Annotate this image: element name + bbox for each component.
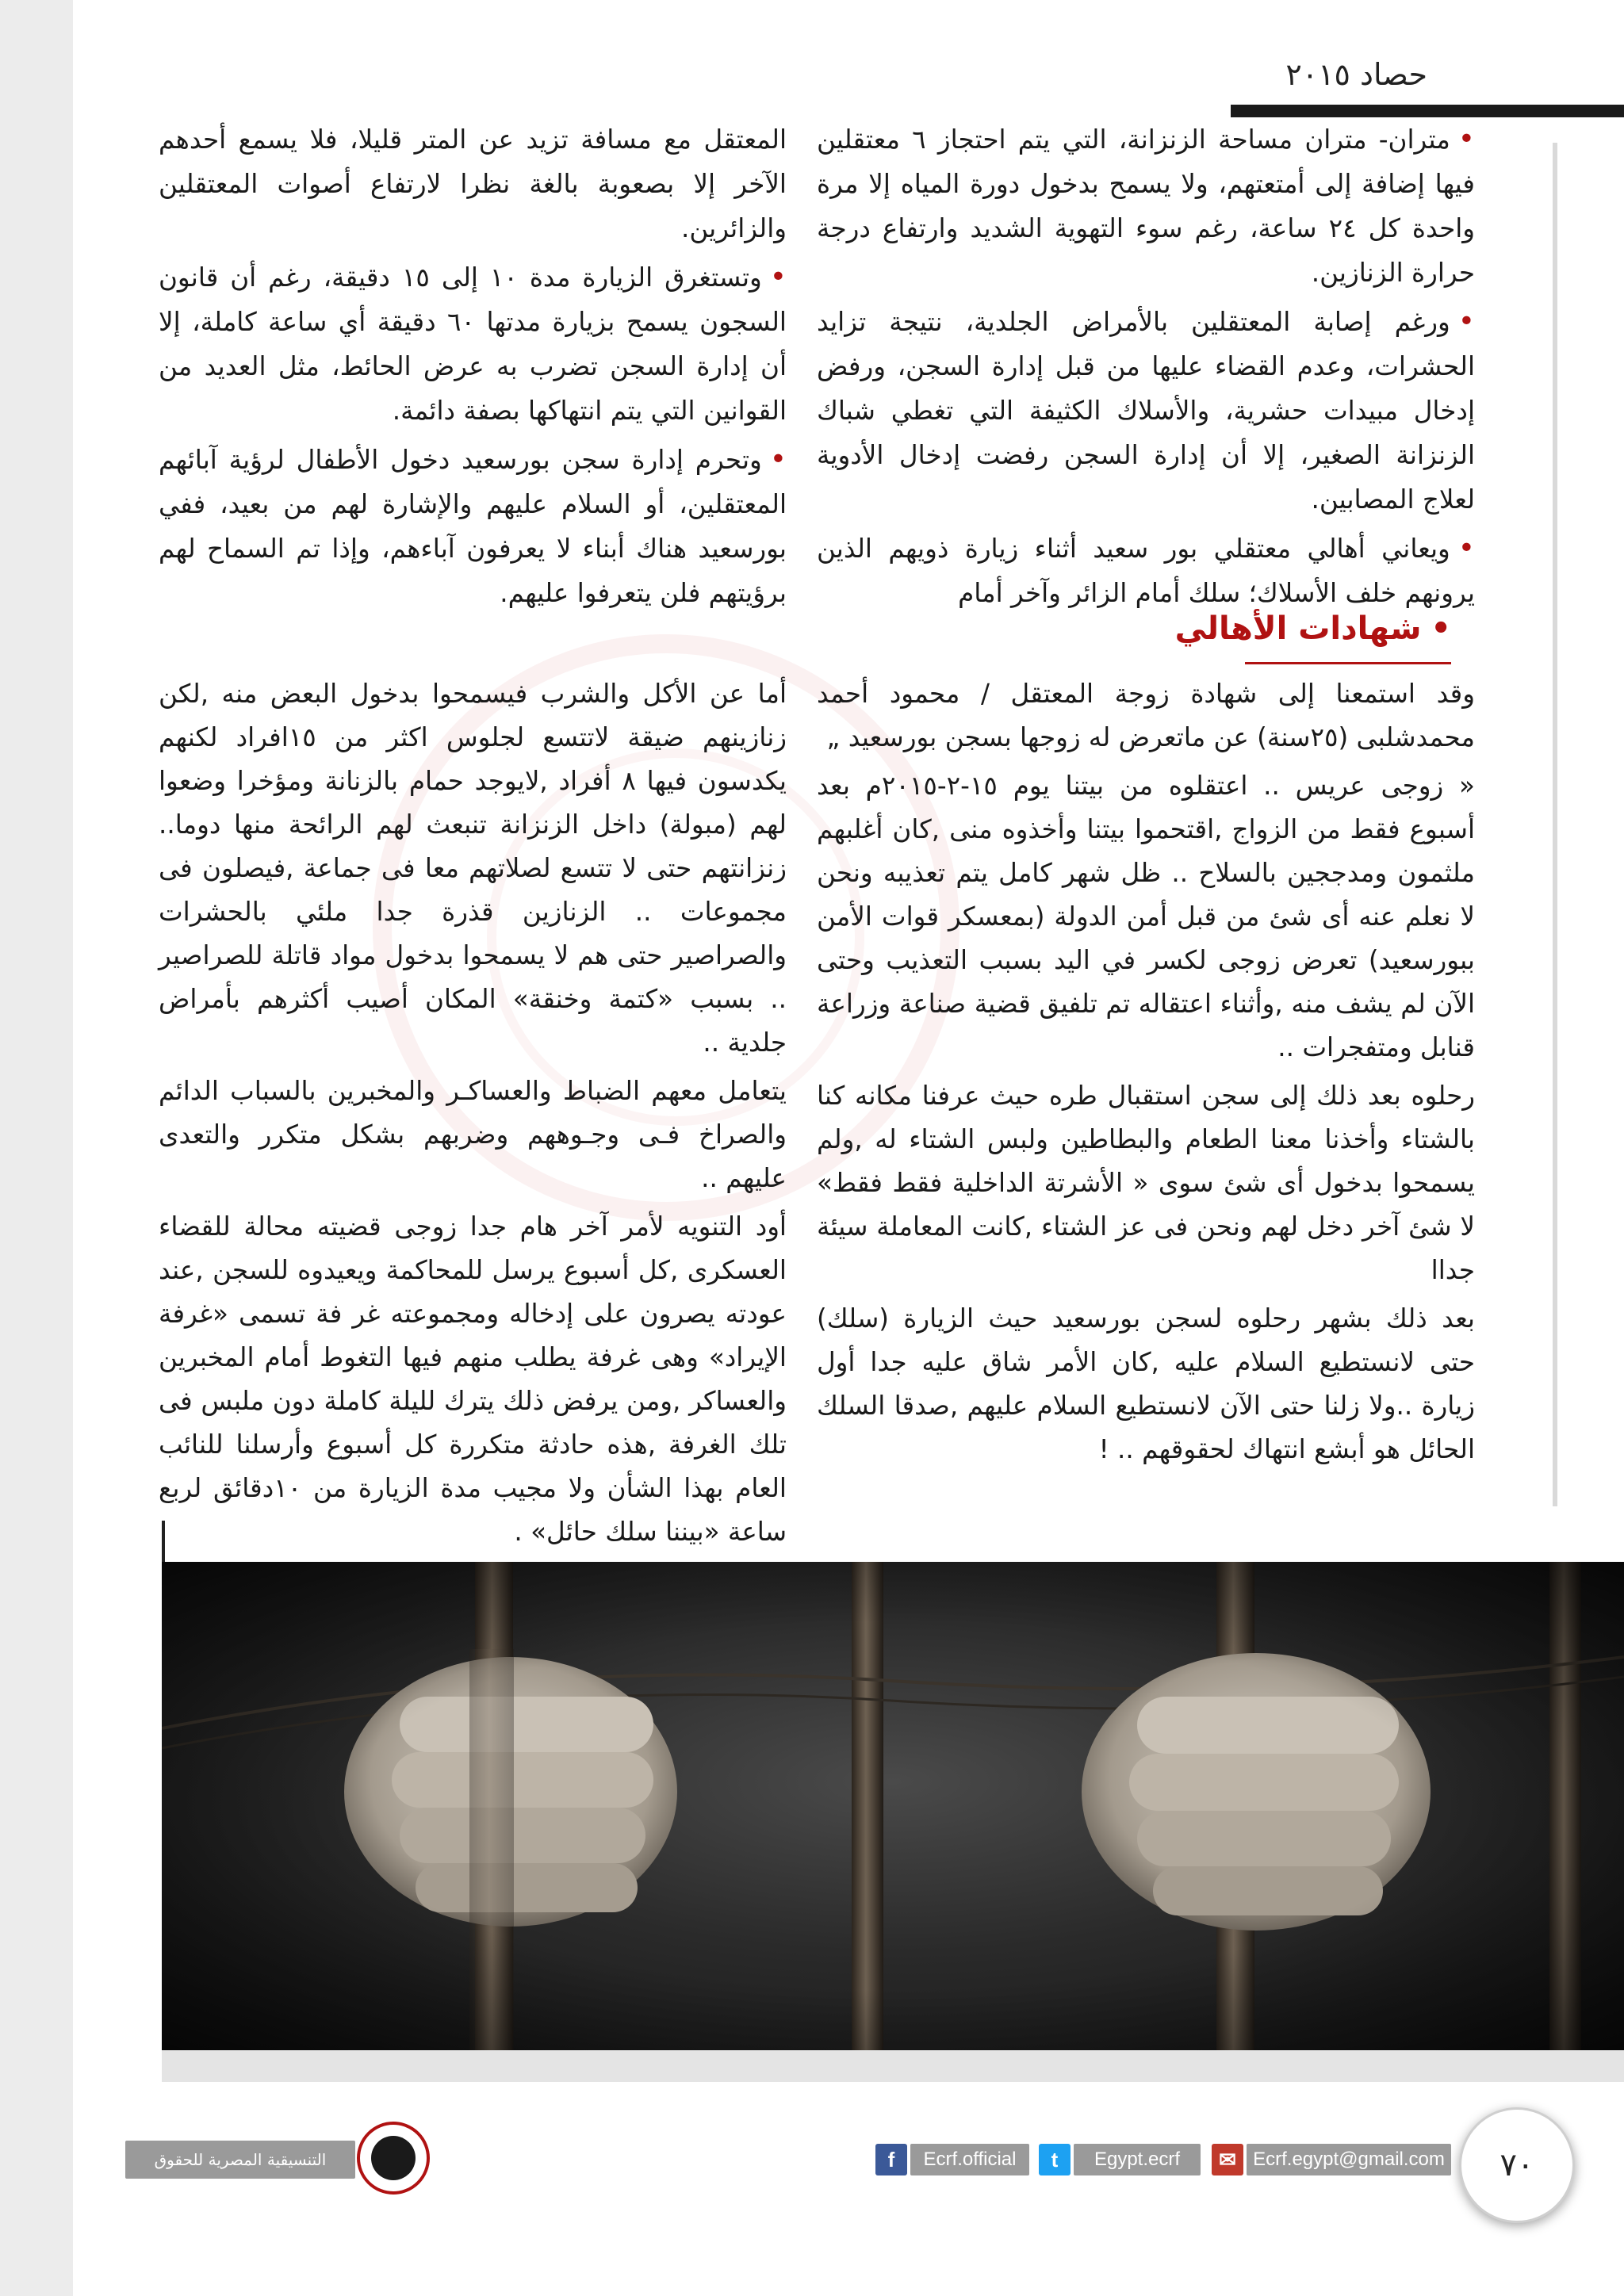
- page-number: ٧٠: [1459, 2107, 1575, 2223]
- left-margin-band: [0, 0, 73, 2296]
- left-column-bottom: [159, 672, 787, 1559]
- twitter-link[interactable]: Egypt.ecrf: [1074, 2144, 1201, 2175]
- page-header-title: حصاد ٢٠١٥: [1285, 57, 1427, 92]
- photo-frame-line: [162, 1521, 165, 1565]
- paragraph: بعد ذلك بشهر رحلوه لسجن بورسعيد حيث الزيارة (سلك) حتى لانستطيع السلام عليه ,كان الأمر شاق عليه جدا أول زيارة ..ولا زلنا حتى الآن لانستطيع السلام عليهم ,صدقا السلك الحائل هو أبشع انتهاك لحقوقهم .. !: [817, 1303, 1475, 1464]
- right-column-bottom: [817, 672, 1475, 1476]
- paragraph: • ورغم إصابة المعتقلين بالأمراض الجلدية، نتيجة تزايد الحشرات، وعدم القضاء عليها من قبل إدارة السجن، ورفض إدخال مبيدات حشرية، والأسلاك الكثيفة التي تغطي شباك الزنزانة الصغير، إلا أن إدارة السجن رفضت إدخال الأدوية لعلاج المصابين.: [817, 300, 1475, 522]
- paragraph: المعتقل مع مسافة تزيد عن المتر قليلا، فلا يسمع أحدهم الآخر إلا بصعوبة بالغة نظرا لارتفاع أصوات المعتقلين والزائرين.: [159, 124, 787, 243]
- bullet-icon: •: [1431, 610, 1451, 647]
- paragraph: « زوجى عريس .. اعتقلوه من بيتنا يوم ١٥-٢-٢٠١٥م بعد أسبوع فقط من الزواج ,اقتحموا بيتنا وأخذوه منى ,كان أغلبهم ملثمون ومدججين بالسلاح .. ظل شهر كامل يتم تعذيبه ونحن لا نعلم عنه أى شئ من قبل أمن الدولة (بمعسكر قوات الأمن ببورسعيد) تعرض زوجى لكسر في اليد بسبب التعذيب وحتى الآن لم يشف منه ,وأثناء اعتقاله تم تلفيق قضية صناعة وزراعة قنابل ومتفجرات ..: [817, 771, 1475, 1062]
- paragraph: يتعامل معهم الضباط والعساكـر والمخبرين بالسباب الدائم والصراخ فـى وجـوههم وضربهم بشكل متكرر والتعدى عليهم ..: [159, 1076, 787, 1193]
- paragraph: • وتستغرق الزيارة مدة ١٠ إلى ١٥ دقيقة، رغم أن قانون السجون يسمح بزيارة مدتها ٦٠ دقيقة أي ساعة كاملة، إلا أن إدارة السجن تضرب به عرض الحائط، مثل العديد من القوانين التي يتم انتهاكها بصفة دائمة.: [159, 255, 787, 433]
- prison-bars-illustration: [162, 1562, 1624, 2050]
- email-link[interactable]: Ecrf.egypt@gmail.com: [1247, 2144, 1451, 2175]
- twitter-icon[interactable]: t: [1039, 2144, 1071, 2175]
- facebook-link[interactable]: Ecrf.official: [910, 2144, 1029, 2175]
- facebook-icon[interactable]: f: [875, 2144, 907, 2175]
- left-column-top: [159, 117, 787, 620]
- email-icon[interactable]: ✉: [1212, 2144, 1243, 2175]
- paragraph: رحلوه بعد ذلك إلى سجن استقبال طره حيث عرفنا مكانه كنا بالشتاء وأخذنا معنا الطعام والبطاطين ولبس الشتاء له ,ولم يسمحوا بدخول أى شئ سوى « الأشرتة الداخلية فقط فقط» لا شئ آخر دخل لهم ونحن فى عز الشتاء ,كانت المعاملة سيئة جداا: [817, 1081, 1475, 1285]
- header-bar: [1231, 105, 1624, 117]
- paragraph: أما عن الأكل والشرب فيسمحوا بدخول البعض منه ,لكن زنازينهم ضيقة لاتتسع لجلوس اكثر من ١٥افراد لكنهم يكدسون فيها ٨ أفراد ,لايوجد حمام بالزنانة ومؤخرا وضعوا لهم (مبولة) داخل الزنزانة تنبعث لهم الرائحة منها دوما.. زنزانتهم حتى لا تتسع لصلاتهم معا فى جماعة ,فيصلون فى مجموعات .. الزنازين قذرة جدا ملئي بالحشرات والصراصير حتى هم لا يسمحوا بدخول مواد قاتلة للصراصير .. بسبب «كتمة وخنقة» المكان أصيب أكثرهم بأمراض جلدية ..: [159, 679, 787, 1058]
- paragraph: أود التنويه لأمر آخر هام جدا زوجى قضيته محالة للقضاء العسكرى ,كل أسبوع يرسل للمحاكمة ويعيدوه للسجن ,عند عودته يصرون على إدخاله ومجموعته غر فة تسمى «غرفة الإيراد» وهى غرفة يطلب منهم فيها التغوط أمام المخبرين والعساكر ,ومن يرفض ذلك يترك لليلة كاملة دون ملبس فى تلك الغرفة ,هذه حادثة متكررة كل أسبوع وأرسلنا للنائب العام بهذا الشأن ولا مجيب مدة الزيارة من ١٠دقائق لربع ساعة «بيننا سلك حائل» .: [159, 1211, 787, 1547]
- organization-name: التنسيقية المصرية للحقوق والحريات: [125, 2141, 355, 2179]
- photo-shadow: [162, 2050, 1624, 2082]
- section-heading: [1118, 610, 1451, 658]
- paragraph: • متران- متران مساحة الزنزانة، التي يتم احتجاز ٦ معتقلين فيها إضافة إلى أمتعتهم، ولا يسمح بدخول دورة المياه إلا مرة واحدة كل ٢٤ ساعة، رغم سوء التهوية الشديد وارتفاع درجة حرارة الزنازين.: [817, 117, 1475, 295]
- paragraph: • وتحرم إدارة سجن بورسعيد دخول الأطفال لرؤية آبائهم المعتقلين، أو السلام عليهم والإشارة لهم من بعيد، ففي بورسعيد هناك أبناء لا يعرفون آباءهم، وإذا تم السماح لهم برؤيتهم فلن يتعرفوا عليهم.: [159, 438, 787, 615]
- prison-bars-photo: [162, 1562, 1624, 2050]
- paragraph: • ويعاني أهالي معتقلي بور سعيد أثناء زيارة ذويهم الذين يرونهم خلف الأسلاك؛ سلك أمام الزائر وآخر أمام: [817, 526, 1475, 615]
- organization-logo: [357, 2122, 430, 2195]
- paragraph: وقد استمعنا إلى شهادة زوجة المعتقل / محمود أحمد محمدشلبى (٢٥سنة) عن ماتعرض له زوجها بسجن بورسعيد „: [817, 679, 1475, 752]
- right-column-rule: [1553, 143, 1557, 1506]
- right-column-top: [817, 117, 1475, 620]
- section-heading-text: شهادات الأهالي: [1174, 610, 1422, 647]
